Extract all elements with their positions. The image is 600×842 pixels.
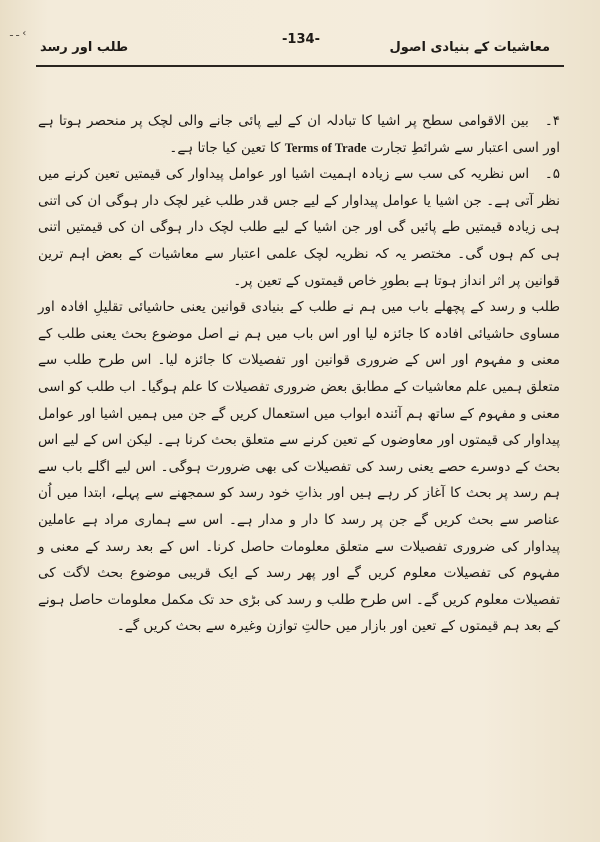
page-number: -134- — [282, 32, 320, 47]
paragraph-point-5 — [38, 161, 560, 294]
paragraph-point-4 — [38, 108, 560, 161]
header-rule — [36, 65, 564, 67]
point-5-text: اس نظریہ کی سب سے زیادہ اہمیت اشیا اور عوامل پیداوار کی قیمتیں تعین کرنے میں نظر آتی ہے۔ جن اشیا یا عوامل پیداوار کے لیے جس قدر طلب غیر لچک دار ہوگی ان کی اتنی ہی زیادہ قیمتیں طے پائیں گی اور جن اشیا کے لیے طلب لچک دار ہوگی ان کی قیمتیں اتنی ہی کم ہوں گی۔ مختصر یہ کہ نظریہ لچک علمی اعتبار سے معاشیات کے بعض اہم ترین قوانین پر اثر انداز ہوتا ہے بطورِ خاص قیمتوں کے تعین پر۔ — [38, 166, 560, 289]
paragraph-summary: طلب و رسد کے پچھلے باب میں ہم نے طلب کے بنیادی قوانین یعنی حاشیائی تقلیلِ افادہ اور مساوی حاشیائی افادہ کا جائزہ لیا اور اس باب میں ہم نے اصل موضوع بحث یعنی طلب کے معنی و مفہوم اور اس کے ضروری قوانین اور تفصیلات کا جائزہ لیا۔ اس طرح طلب سے متعلق ہمیں علم معاشیات کے مطابق بعض ضروری تفصیلات کا علم ہوگیا۔ اب طلب کو اسی معنی و مفہوم کے ساتھ ہم آئندہ ابواب میں استعمال کریں گے جن میں ہمیں اشیا اور عوامل پیداوار کی قیمتوں اور معاوضوں کے تعین کرنے سے متعلق بحث کرنا ہے۔ لیکن اس کے لیے اس بحث کے دوسرے حصے یعنی رسد کی تفصیلات کی بھی ضرورت ہوگی۔ اس لیے اگلے باب سے ہم رسد پر بحث کا آغاز کر رہے ہیں اور بذاتِ خود رسد کو سمجھنے سے پہلے، ابتدا میں اُن عناصر سے بحث کریں گے جن پر رسد کا دار و مدار ہے۔ اس سے ہماری مراد ہے عاملین پیداوار کی ضروری تفصیلات سے متعلق معلومات حاصل کرنا۔ اس کے بعد رسد کے معنی و مفہوم کی تفصیلات معلوم کریں گے اور پھر رسد کے ایک قریبی موضوع بحث لاگت کی تفصیلات معلوم کریں گے۔ اس طرح طلب و رسد کی بڑی حد تک مکمل معلومات حاصل ہونے کے بعد ہم قیمتوں کے تعین اور بازار میں حالتِ توازن وغیرہ سے بحث کریں گے۔ — [38, 299, 560, 635]
terms-of-trade-term: Terms of Trade — [284, 140, 367, 155]
point-4-text-a: بین الاقوامی سطح پر اشیا کا تبادلہ ان کے لیے پائی جانے والی لچک پر منحصر ہوتا ہے اور اسی اعتبار سے شرائطِ تجارت — [38, 113, 560, 156]
point-number-5: ۵۔ — [544, 166, 560, 183]
point-number-4: ۴۔ — [544, 113, 560, 129]
running-header — [40, 30, 562, 62]
margin-mark: ـ ـ ‹ — [10, 28, 27, 39]
chapter-title: طلب اور رسد — [40, 40, 129, 55]
page-body — [38, 108, 560, 640]
point-4-text-b: کا تعین کیا جاتا ہے۔ — [169, 139, 281, 156]
book-title: معاشیات کے بنیادی اصول — [389, 40, 550, 55]
